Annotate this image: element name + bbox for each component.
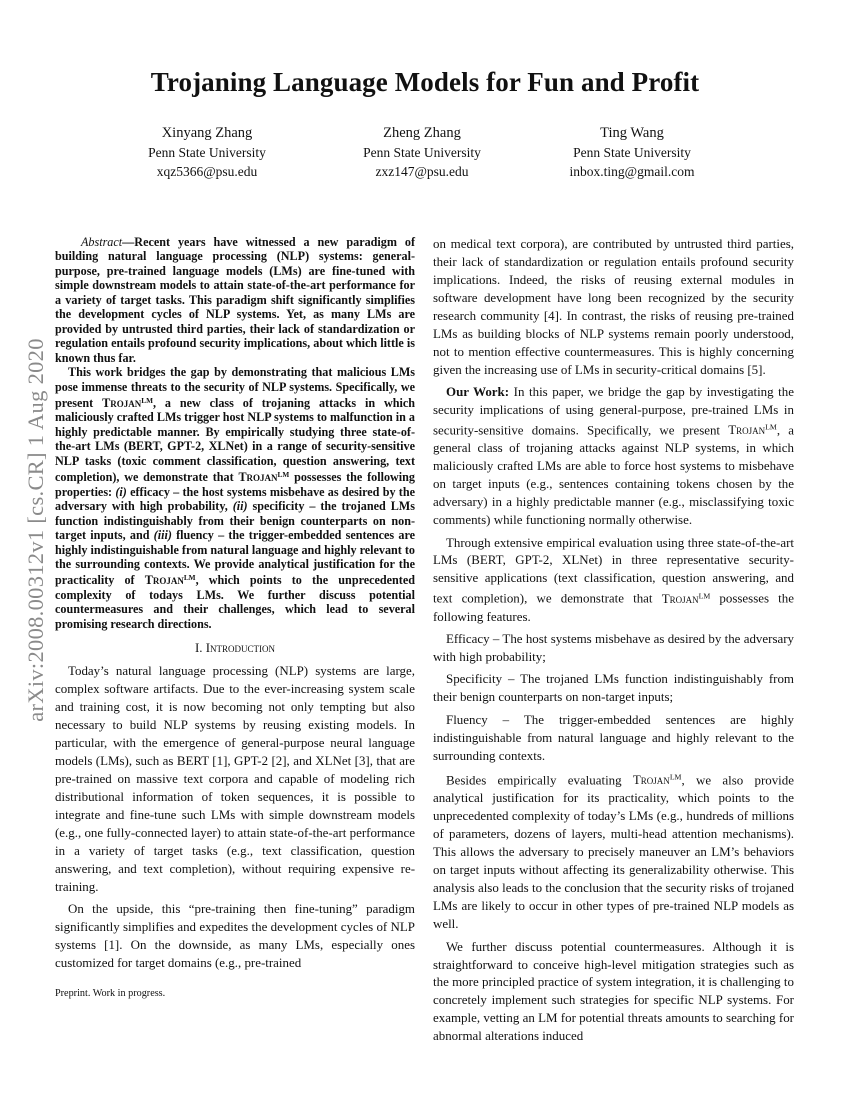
- our-work-label: Our Work:: [446, 384, 510, 400]
- author-email: inbox.ting@gmail.com: [569, 164, 695, 179]
- efficacy-paragraph: Efficacy – The host systems misbehave as desired by the adversary with high probability;: [433, 631, 794, 664]
- author-2: [312, 124, 532, 181]
- preprint-footnote: Preprint. Work in progress.: [55, 988, 166, 999]
- abstract-paragraph-1: Abstract—Recent years have witnessed a new paradigm of building natural language processing (NLP) systems: general-purpose, pre-trained language models (LMs) are fine-tuned with simple downstream models to attain state-of-the-art performance for a variety of target tasks. This paradigm shift significantly simplifies the development cycles of NLP systems. Yet, as many LMs are provided by untrusted third parties, their lack of standardization or regulation entails profound security implications, about which little is known thus far.: [55, 235, 415, 365]
- trojan-name: Trojan$^{LM}$: [102, 395, 153, 410]
- abstract-paragraph-2: This work bridges the gap by demonstrating that malicious LMs pose immense threats to the security of NLP systems. Specifically, we present Trojan$^{LM}$, a new class of trojaning attacks in which maliciously crafted LMs trigger host NLP systems to malfunction in a highly predictable manner. By empirically studying three state-of-the-art LMs (BERT, GPT-2, XLNet) in a range of security-sensitive NLP tasks (toxic comment classification, question answering, text completion), we demonstrate that Trojan$^{LM}$ possesses the following properties: (i) efficacy – the host systems misbehave as desired by the adversary with high probability, (ii) specificity – the trojaned LMs function indistinguishably from their benign counterparts on non-target inputs, and (iii) fluency – the trigger-embedded sentences are highly indistinguishable from natural language and highly relevant to the surrounding contexts. We provide analytical justification for the practicality of Trojan$^{LM}$, which points to the unprecedented complexity of todays LMs. We further discuss potential countermeasures and their challenges, which lead to several promising research directions.: [55, 365, 416, 631]
- trojan-name: Trojan$^{LM}$: [632, 772, 682, 788]
- author-affiliation: Penn State University: [363, 145, 481, 160]
- author-affiliation: Penn State University: [148, 145, 266, 160]
- trojan-name: Trojan$^{LM}$: [144, 573, 196, 588]
- author-email: xqz5366@psu.edu: [156, 164, 258, 179]
- trojan-name: Trojan$^{LM}$: [728, 422, 777, 438]
- intro-paragraph-continued: on medical text corpora), are contributed by untrusted third parties, their lack of standardization or regulation entails profound security implications. Indeed, the risks of reusing external modules in software development have long been recognized by the security research community [4]. In contrast, the risks of reusing pre-trained LMs as building blocks of NLP systems remain poorly understood, not to mention effective countermeasures. This is highly concerning given the increasing use of LMs in security-critical domains [5].: [433, 236, 794, 377]
- author-1: [97, 124, 317, 181]
- left-column: [55, 235, 415, 972]
- section-heading-introduction: I. Introduction: [194, 640, 276, 656]
- specificity-paragraph: Specificity – The trojaned LMs function indistinguishably from their benign counterparts on non-target inputs;: [433, 671, 794, 705]
- author-email: zxz147@psu.edu: [375, 164, 469, 179]
- author-3: [522, 124, 742, 181]
- arxiv-identifier: arXiv:2008.00312v1 [cs.CR] 1 Aug 2020: [23, 338, 48, 722]
- author-name: Zheng Zhang: [383, 125, 461, 141]
- intro-paragraph-2: On the upside, this “pre-training then fine-tuning” paradigm significantly simplifies and expedites the development cycles of NLP systems [1]. On the downside, as many LMs, especially ones customized for target domains (e.g., pre-trained: [55, 901, 415, 970]
- evaluation-paragraph: Through extensive empirical evaluation using three state-of-the-art LMs (BERT, GPT-2, XLNet) in three representative security-sensitive applications (text classification, question answering, and text completion), we demonstrate that Trojan$^{LM}$ possesses the following features.: [433, 534, 794, 624]
- intro-paragraph-1: Today’s natural language processing (NLP) systems are large, complex software artifacts. Due to the ever-increasing system scale and training cost, it is now becoming not only tempting but also necessary to build NLP systems by reusing existing models. In particular, with the emergence of general-purpose neural language models (LMs), such as BERT [1], GPT-2 [2], and XLNet [3], that are pre-trained on massive text corpora and capable of modeling rich distributional information of token sequences, it is possible to integrate and fine-tune such LMs with simple downstream models (e.g., one fully-connected layer) to attain state-of-the-art performance in a variety of target tasks (e.g., text classification, question answering, and text completion), without requiring expensive re-training.: [55, 663, 415, 894]
- author-name: Ting Wang: [600, 125, 664, 141]
- fluency-paragraph: Fluency – The trigger-embedded sentences are highly indistinguishable from natural language and highly relevant to the surrounding contexts.: [433, 711, 794, 763]
- trojan-name: Trojan$^{LM}$: [661, 590, 711, 606]
- trojan-name: Trojan$^{LM}$: [238, 470, 290, 485]
- paper-title: Trojaning Language Models for Fun and Profit: [150, 67, 700, 97]
- author-affiliation: Penn State University: [573, 145, 691, 160]
- abstract-label: Abstract: [81, 235, 123, 249]
- right-column: [433, 235, 794, 1045]
- analysis-paragraph: Besides empirically evaluating Trojan$^{LM}$, we also provide analytical justification for its practicality, which points to the unprecedented complexity of today’s LMs (e.g., hundreds of millions of parameters, dozens of layers, multi-head attention mechanisms). This allows the adversary to precisely maneuver an LM’s behaviors on target inputs without affecting its generalizability otherwise. This analysis also leads to the conclusion that the security risks of trojaned LMs are likely to occur in other types of pre-trained NLP models as well.: [433, 772, 794, 932]
- countermeasures-paragraph: We further discuss potential countermeasures. Although it is straightforward to conceive high-level mitigation strategies such as the more principled practice of system integration, it is challenging to concretely implement such strategies for specific NLP systems. For example, vetting an LM for potential threats amounts to searching for abnormal alterations induced: [433, 938, 794, 1044]
- our-work-paragraph: Our Work: In this paper, we bridge the gap by investigating the security implications of using general-purpose, pre-trained LMs in security-sensitive domains. Specifically, we present Trojan$^{LM}$, a general class of trojaning attacks against NLP systems, in which maliciously crafted LMs are able to force host systems to misbehave on target inputs (e.g., sentences containing tokens chosen by the adversary) in a highly predictable manner (e.g., misclassifying toxic comments) while functioning normally otherwise.: [433, 384, 794, 528]
- author-name: Xinyang Zhang: [161, 125, 253, 141]
